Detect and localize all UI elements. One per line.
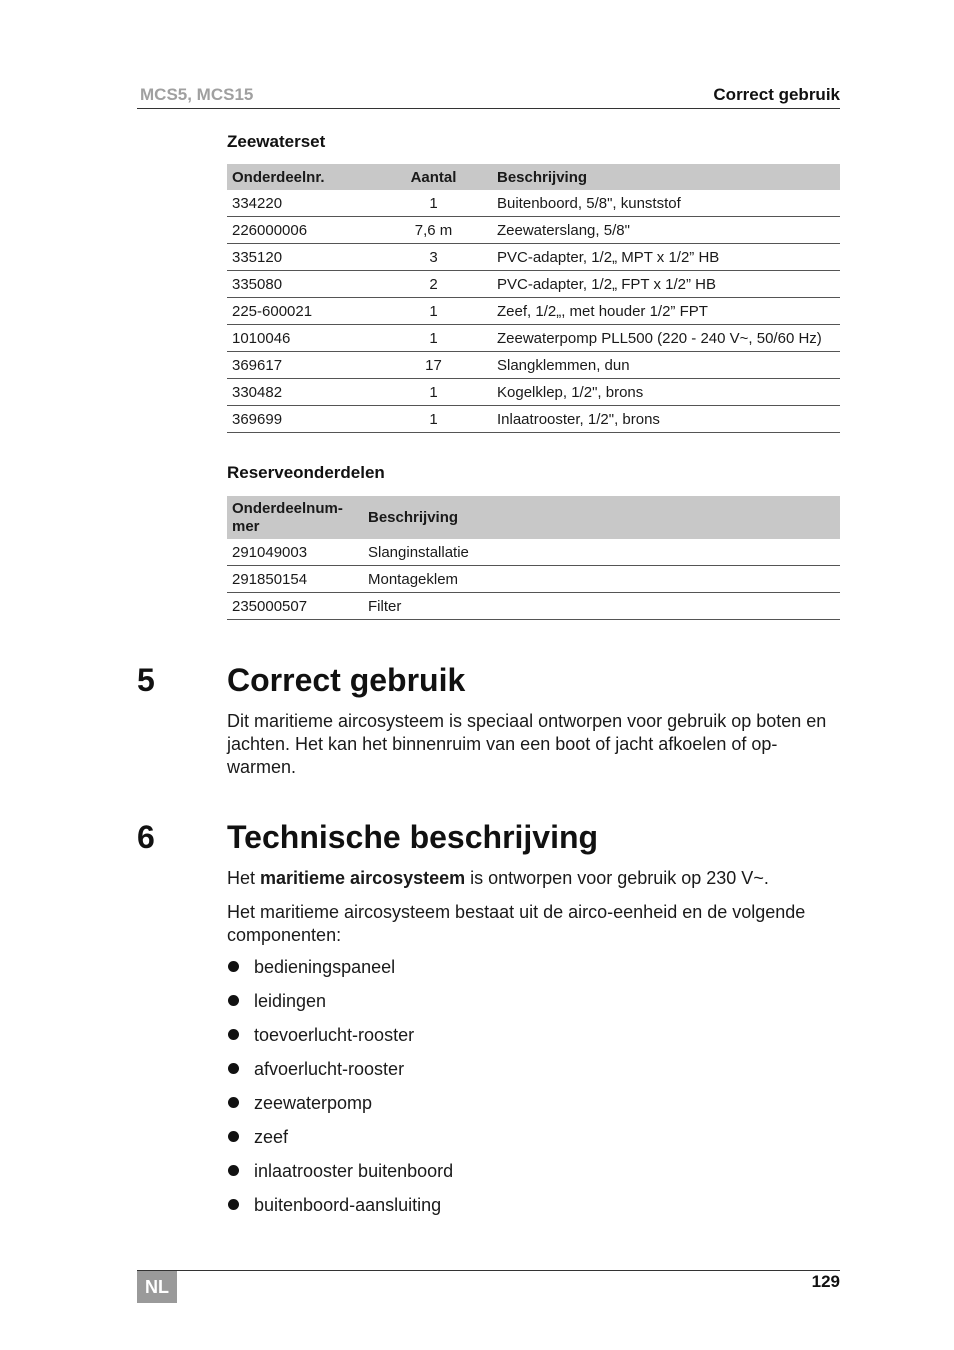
table-row [227, 190, 840, 217]
table-cell: 1 [392, 298, 475, 325]
table-row [227, 325, 840, 352]
table-cell: 334220 [227, 190, 392, 217]
bullet-icon [228, 1029, 239, 1040]
reserveonderdelen-table [227, 496, 840, 620]
table-row [227, 379, 840, 406]
table-cell: Slanginstallatie [363, 539, 840, 566]
column-header: Beschrijving [363, 496, 840, 539]
column-header: Beschrijving [475, 164, 840, 190]
table-cell: Zeewaterpomp PLL500 (220 - 240 V~, 50/60 Hz) [475, 325, 840, 352]
table-row [227, 244, 840, 271]
table-row [227, 217, 840, 244]
list-item-label: zeewaterpomp [254, 1093, 373, 1113]
table-cell: 225-600021 [227, 298, 392, 325]
table-cell: 291850154 [227, 566, 363, 593]
table-cell: 1 [392, 325, 475, 352]
intro-bold-text: maritieme aircosysteem [260, 868, 466, 888]
list-item-label: zeef [254, 1127, 289, 1147]
table-cell: Zeef, 1/2„, met houder 1/2” FPT [475, 298, 840, 325]
bullet-icon [228, 1097, 239, 1108]
section-title: Correct gebruik [227, 662, 466, 698]
section-number: 5 [137, 662, 155, 698]
column-header: Onderdeelnr. [227, 164, 392, 190]
list-item [227, 1159, 453, 1193]
table-cell: 226000006 [227, 217, 392, 244]
table-cell: 1 [392, 379, 475, 406]
list-item-label: bedieningspaneel [254, 957, 396, 977]
table-cell: Filter [363, 593, 840, 620]
table-cell: 369699 [227, 406, 392, 433]
footer-divider [137, 1270, 840, 1271]
table-row [227, 566, 840, 593]
section-5-text: Dit maritieme aircosysteem is speciaal ontworpen voor gebruik op boten en jachten. Het kan het binnenruim van een boot of jacht afkoelen of op-warmen. [227, 711, 827, 777]
table-cell: Buitenboord, 5/8", kunststof [475, 190, 840, 217]
table-cell: PVC-adapter, 1/2„ MPT x 1/2” HB [475, 244, 840, 271]
section-6-intro [227, 867, 842, 890]
table-row [227, 352, 840, 379]
table-cell: PVC-adapter, 1/2„ FPT x 1/2” HB [475, 271, 840, 298]
table-cell: 3 [392, 244, 475, 271]
section-6-text: Het maritieme aircosysteem bestaat uit de airco-eenheid en de volgende componenten: [227, 902, 806, 945]
table-cell: 330482 [227, 379, 392, 406]
table-header-row [227, 496, 840, 539]
table-cell: 2 [392, 271, 475, 298]
section-number: 6 [137, 819, 155, 855]
bullet-icon [228, 1131, 239, 1142]
list-item-label: buitenboord-aansluiting [254, 1195, 442, 1215]
table-cell: Montageklem [363, 566, 840, 593]
table-cell: 1 [392, 406, 475, 433]
table-cell: 235000507 [227, 593, 363, 620]
section-title: Technische beschrijving [227, 819, 599, 855]
table-row [227, 539, 840, 566]
table-cell: 1 [392, 190, 475, 217]
table-cell: Inlaatrooster, 1/2", brons [475, 406, 840, 433]
list-item [227, 1193, 453, 1227]
list-item-label: toevoerlucht-rooster [254, 1025, 415, 1045]
reserveonderdelen-heading: Reserveonderdelen [227, 463, 385, 482]
table-cell: 7,6 m [392, 217, 475, 244]
table-row [227, 593, 840, 620]
bullet-icon [228, 995, 239, 1006]
list-item [227, 1125, 453, 1159]
list-item-label: leidingen [254, 991, 327, 1011]
intro-text: is ontworpen voor gebruik op 230 V~. [465, 868, 769, 888]
table-cell: 291049003 [227, 539, 363, 566]
list-item [227, 1057, 453, 1091]
table-cell: 17 [392, 352, 475, 379]
column-header: Onderdeelnum- mer [227, 496, 363, 539]
list-item [227, 1091, 453, 1125]
table-header-row [227, 164, 840, 190]
list-item [227, 1023, 453, 1057]
bullet-icon [228, 961, 239, 972]
table-cell: 335120 [227, 244, 392, 271]
bullet-icon [228, 1199, 239, 1210]
intro-text: Het [227, 868, 261, 888]
model-label: MCS5, MCS15 [140, 85, 254, 104]
table-cell: 1010046 [227, 325, 392, 352]
column-header: Aantal [392, 164, 475, 190]
list-item [227, 955, 453, 989]
table-cell: Kogelklep, 1/2", brons [475, 379, 840, 406]
zeewaterset-table [227, 164, 840, 433]
bullet-icon [228, 1165, 239, 1176]
table-cell: Zeewaterslang, 5/8" [475, 217, 840, 244]
list-item-label: inlaatrooster buitenboord [254, 1161, 454, 1181]
table-cell: 335080 [227, 271, 392, 298]
table-cell: 369617 [227, 352, 392, 379]
chapter-label: Correct gebruik [713, 85, 840, 104]
bullet-icon [228, 1063, 239, 1074]
language-badge: NL [137, 1271, 177, 1303]
table-row [227, 406, 840, 433]
table-row [227, 271, 840, 298]
page-number: 129 [811, 1272, 840, 1291]
list-item [227, 989, 453, 1023]
table-cell: Slangklemmen, dun [475, 352, 840, 379]
component-list [227, 955, 453, 1227]
zeewaterset-heading: Zeewaterset [227, 132, 326, 151]
list-item-label: afvoerlucht-rooster [254, 1059, 405, 1079]
table-row [227, 298, 840, 325]
page-header [137, 83, 840, 109]
